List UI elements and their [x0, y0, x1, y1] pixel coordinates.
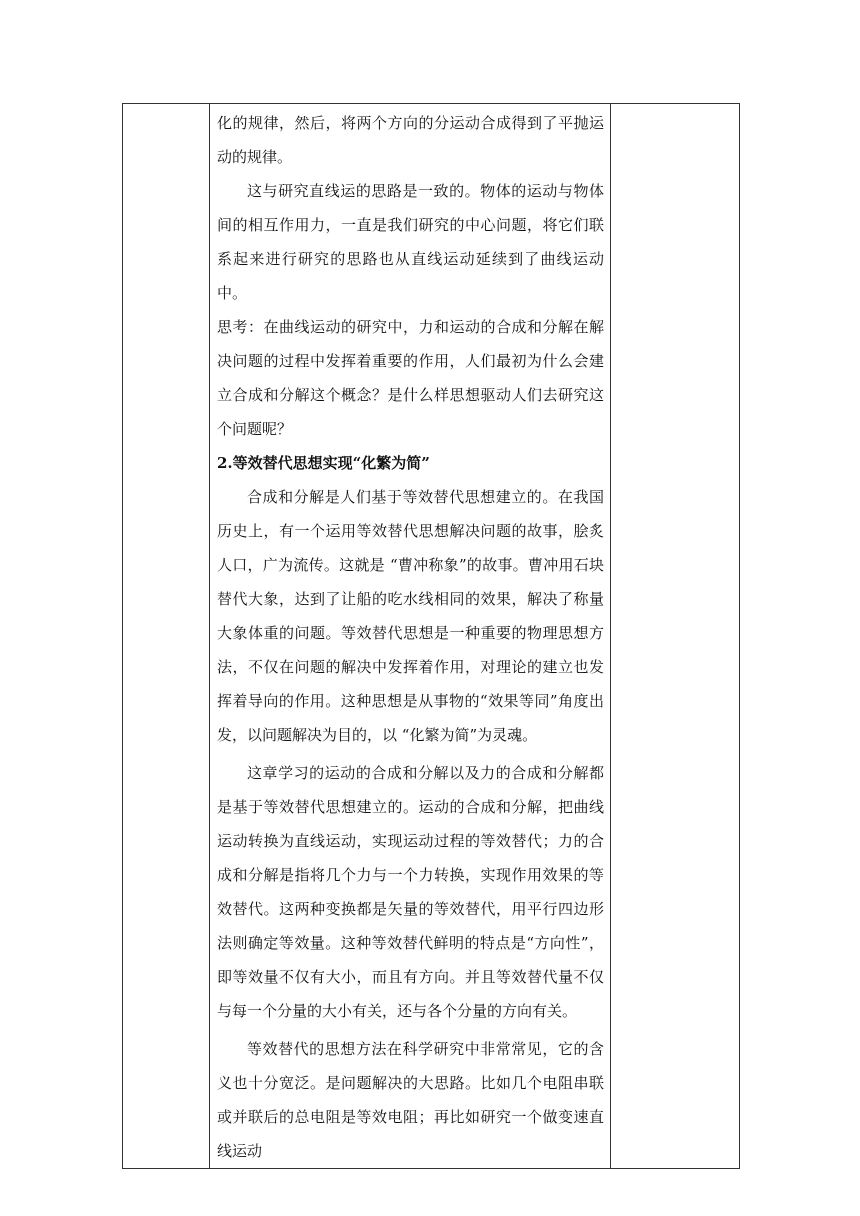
table-row — [123, 104, 740, 1169]
paragraph-5: 这章学习的运动的合成和分解以及力的合成和分解都是基于等效替代思想建立的。运动的合成和分解，把曲线运动转换为直线运动，实现运动过程的等效替代；力的合成和分解是指将几个力与一个力转换，实现作用效果的等效替代。这两种变换都是矢量的等效替代，用平行四边形法则确定等效量。这种等效替代鲜明的特点是“方向性”，即等效量不仅有大小，而且有方向。并且等效替代量不仅与每一个分量的大小有关，还与各个分量的方向有关。 — [217, 764, 604, 1020]
section-heading: 2.等效替代思想实现“化繁为简” — [217, 454, 430, 472]
paragraph-2: 这与研究直线运的思路是一致的。物体的运动与物体间的相互作用力，一直是我们研究的中心问题，将它们联系起来进行研究的思路也从直线运动延续到了曲线运动中。 — [217, 182, 604, 302]
left-column-cell — [123, 104, 210, 1169]
content-text — [210, 104, 610, 1168]
paragraph-think: 思考：在曲线运动的研究中，力和运动的合成和分解在解决问题的过程中发挥着重要的作用，人们最初为什么会建立合成和分解这个概念？是什么样思想驱动人们去研究这个问题呢？ — [217, 318, 604, 438]
paragraph-4: 合成和分解是人们基于等效替代思想建立的。在我国历史上，有一个运用等效替代思想解决问题的故事，脍炙人口，广为流传。这就是 “曹冲称象”的故事。曹冲用石块替代大象，达到了让船的吃水线相同的效果，解决了称量大象体重的问题。等效替代思想是一种重要的物理思想方法，不仅在问题的解决中发挥着作用，对理论的建立也发挥着导向的作用。这种思想是从事物的“效果等同”角度出发，以问题解决为目的，以 “化繁为简”为灵魂。 — [217, 488, 604, 744]
paragraph-6: 等效替代的思想方法在科学研究中非常常见，它的含义也十分宽泛。是问题解决的大思路。比如几个电阻串联或并联后的总电阻是等效电阻；再比如研究一个做变速直线运动 — [217, 1040, 604, 1160]
content-column-cell — [210, 104, 611, 1169]
right-column-cell — [611, 104, 740, 1169]
paragraph-1: 化的规律，然后，将两个方向的分运动合成得到了平抛运动的规律。 — [217, 114, 604, 166]
document-table — [122, 103, 740, 1169]
